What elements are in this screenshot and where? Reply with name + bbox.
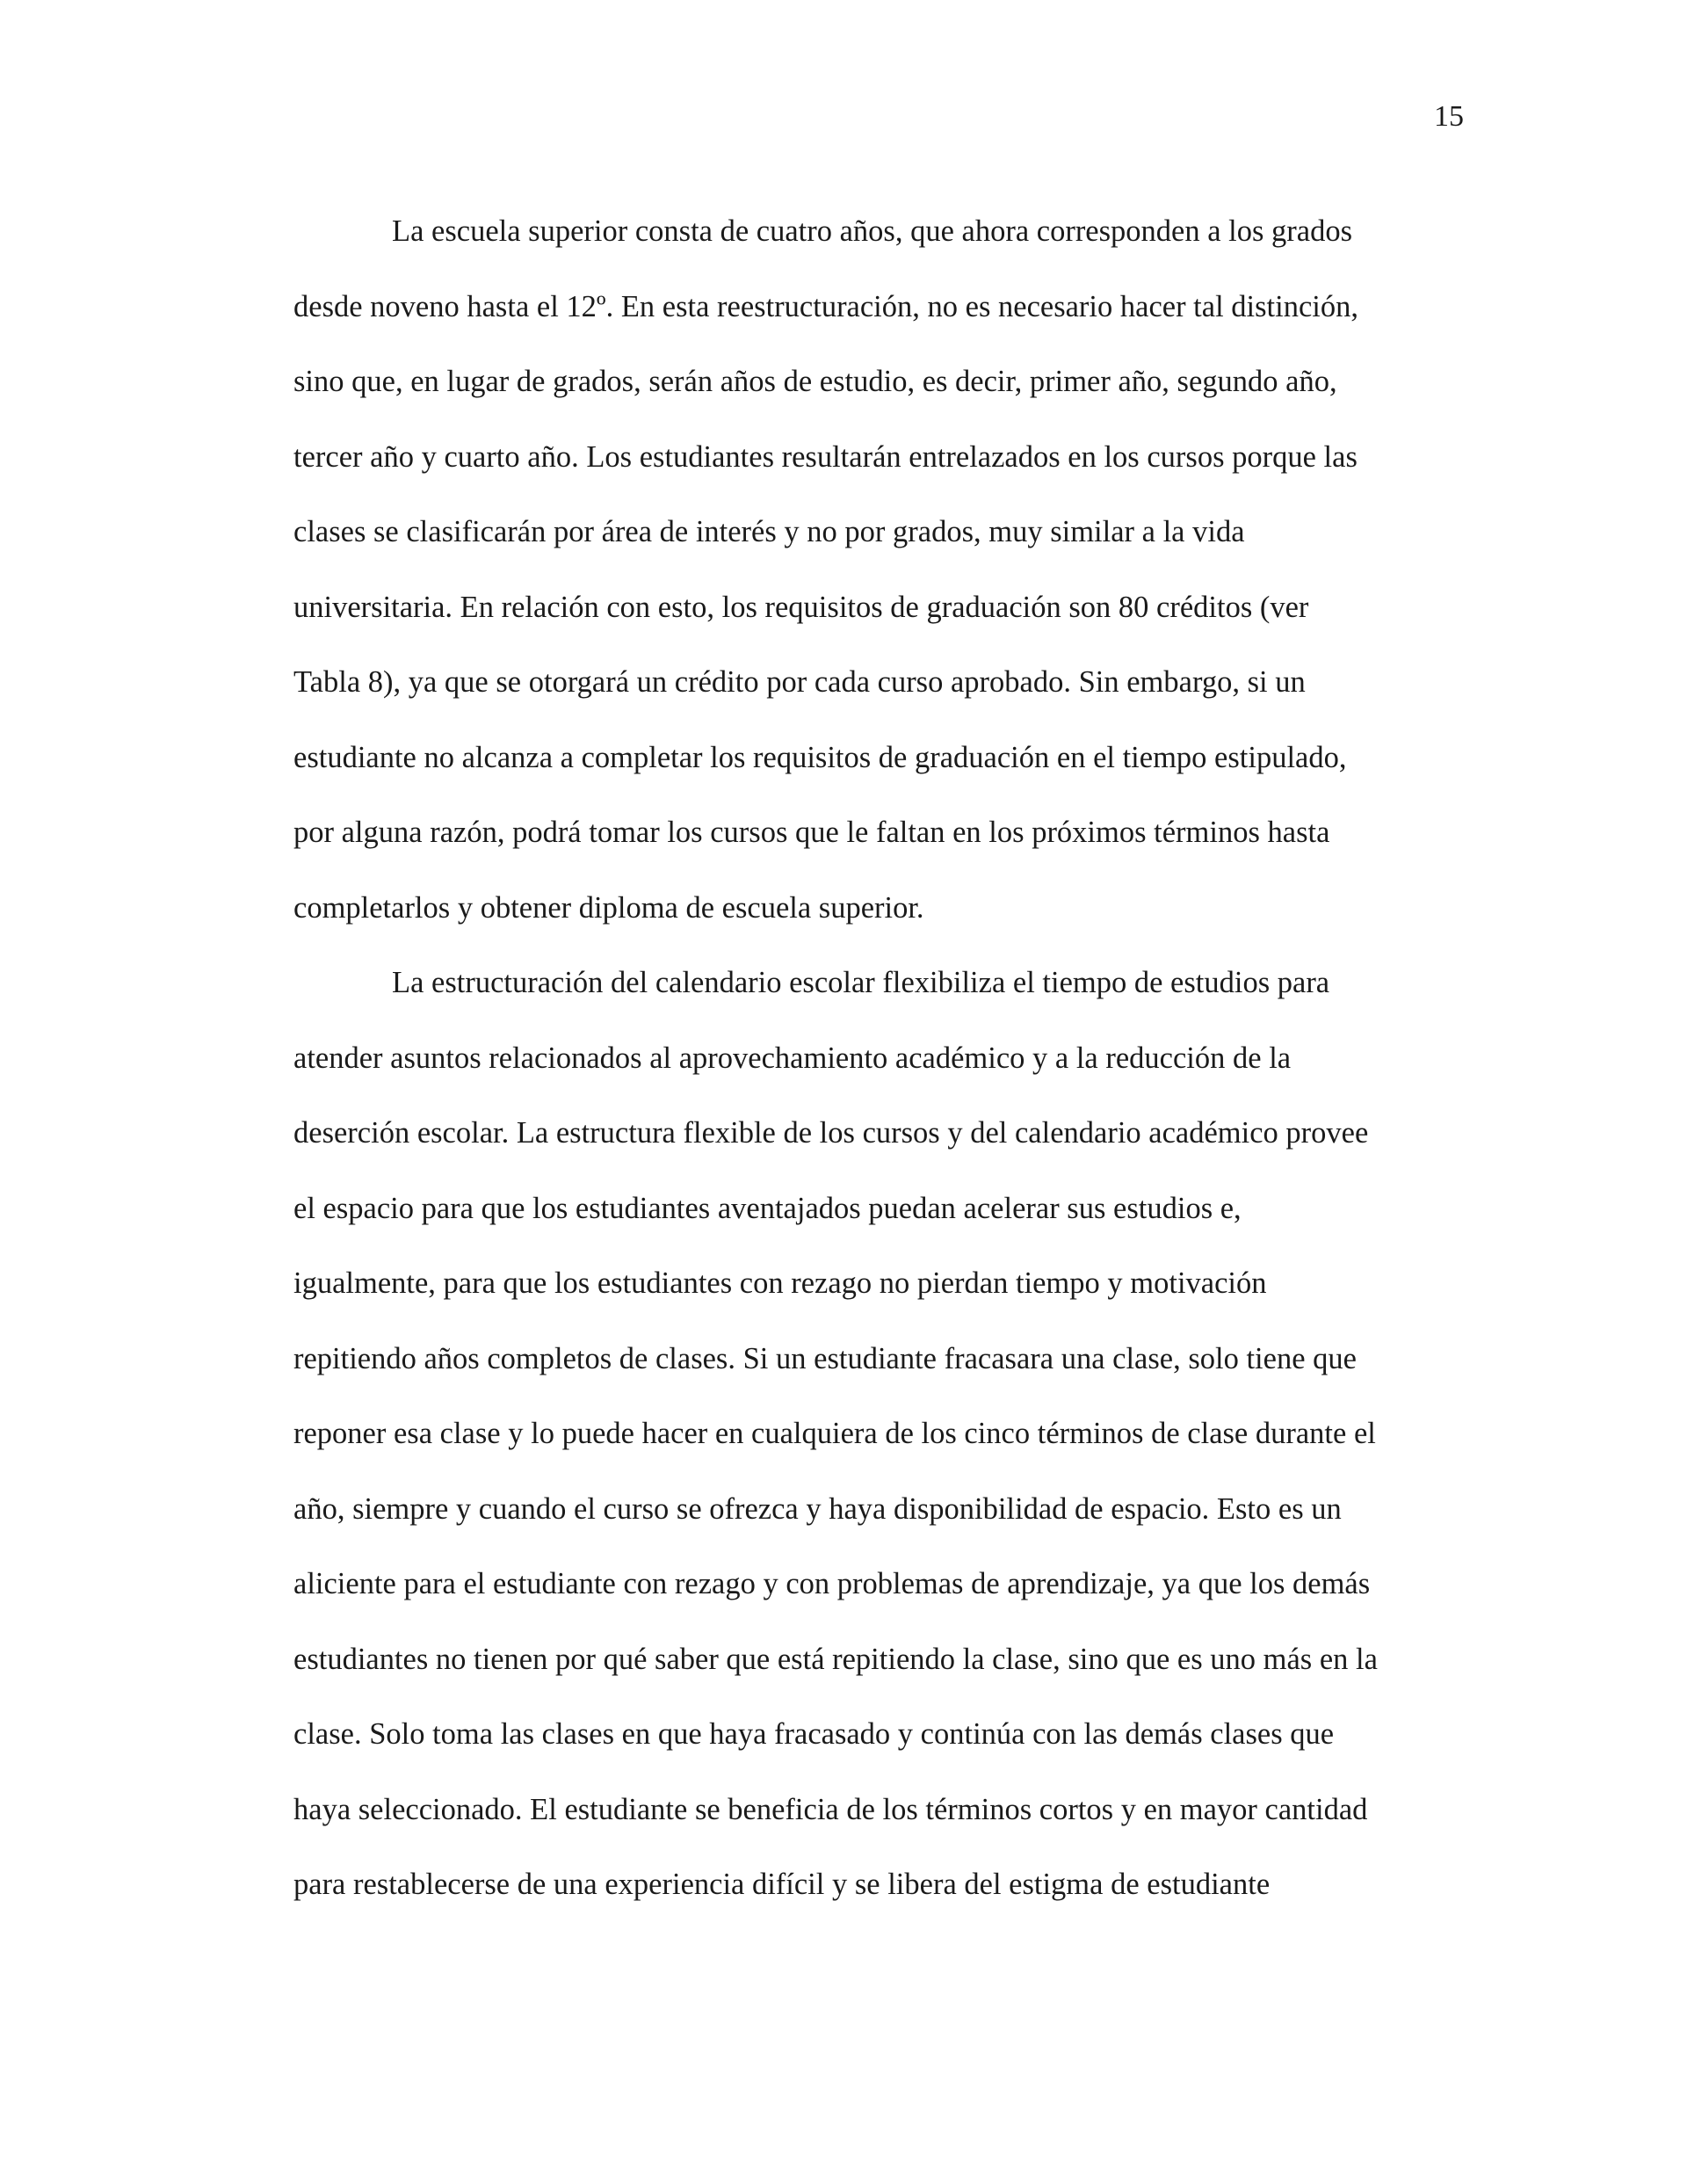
text-line: La estructuración del calendario escolar flexibiliza el tiempo de estudios para [392,966,1330,999]
page-number: 15 [1434,100,1464,133]
text-line: haya seleccionado. El estudiante se beneficia de los términos cortos y en mayor cantidad [293,1792,1368,1826]
text-line: igualmente, para que los estudiantes con rezago no pierdan tiempo y motivación [293,1266,1267,1300]
text-line: estudiantes no tienen por qué saber que está repitiendo la clase, sino que es uno más en la [293,1642,1378,1676]
text-line: estudiante no alcanza a completar los requisitos de graduación en el tiempo estipulado, [293,740,1347,774]
text-line: sino que, en lugar de grados, serán años de estudio, es decir, primer año, segundo año, [293,365,1337,398]
text-line: atender asuntos relacionados al aprovechamiento académico y a la reducción de la [293,1041,1292,1075]
text-line: reponer esa clase y lo puede hacer en cualquiera de los cinco términos de clase durante el [293,1417,1376,1450]
paragraph-2 [293,946,1471,1923]
text-line: por alguna razón, podrá tomar los cursos que le faltan en los próximos términos hasta [293,816,1330,849]
text-line: aliciente para el estudiante con rezago y con problemas de aprendizaje, ya que los demás [293,1567,1371,1600]
body-text [293,194,1471,1923]
text-line: universitaria. En relación con esto, los requisitos de graduación son 80 créditos (ver [293,590,1309,624]
text-line: clase. Solo toma las clases en que haya fracasado y continúa con las demás clases que [293,1717,1335,1751]
paragraph-1 [293,194,1471,946]
text-line: año, siempre y cuando el curso se ofrezca y haya disponibilidad de espacio. Esto es un [293,1491,1342,1526]
text-line: desde noveno hasta el 12º. En esta reestructuración, no es necesario hacer tal distinción, [293,289,1358,323]
text-line: tercer año y cuarto año. Los estudiantes resultarán entrelazados en los cursos porque las [293,439,1358,474]
text-line: repitiendo años completos de clases. Si un estudiante fracasara una clase, solo tiene que [293,1341,1357,1375]
text-line: deserción escolar. La estructura flexible de los cursos y del calendario académico provee [293,1116,1369,1150]
text-line: clases se clasificarán por área de interés y no por grados, muy similar a la vida [293,515,1245,548]
text-line: para restablecerse de una experiencia difícil y se libera del estigma de estudiante [293,1868,1271,1901]
text-line: Tabla 8), ya que se otorgará un crédito por cada curso aprobado. Sin embargo, si un [293,665,1306,699]
text-line: completarlos y obtener diploma de escuela superior. [293,890,924,925]
text-line: La escuela superior consta de cuatro años, que ahora corresponden a los grados [392,214,1353,248]
text-line: el espacio para que los estudiantes aventajados puedan acelerar sus estudios e, [293,1191,1242,1225]
